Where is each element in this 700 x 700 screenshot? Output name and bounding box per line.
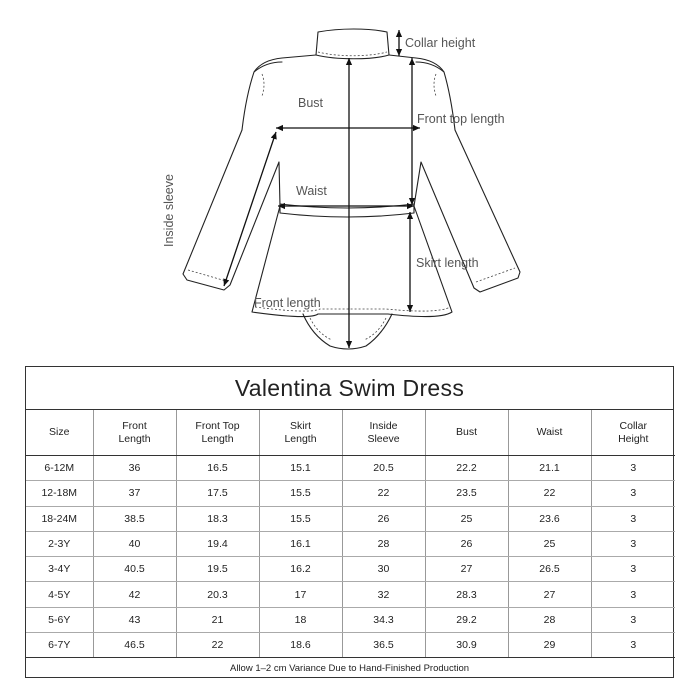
table-row	[26, 481, 675, 506]
column-header	[259, 410, 342, 456]
table-row	[26, 557, 675, 582]
label-bust: Bust	[298, 96, 324, 110]
measurement-cell: 37	[93, 481, 176, 506]
table-row	[26, 506, 675, 531]
measurement-cell: 17.5	[176, 481, 259, 506]
column-header-line: Bust	[455, 426, 477, 438]
measurement-cell: 15.5	[259, 506, 342, 531]
size-chart	[25, 366, 674, 678]
measurement-cell: 46.5	[93, 633, 176, 658]
label-skirt-length: Skirt length	[416, 256, 479, 270]
column-header	[342, 410, 425, 456]
column-header-line: Size	[49, 426, 70, 438]
table-row	[26, 456, 675, 481]
measurement-cell: 22	[342, 481, 425, 506]
measurement-cell: 3	[591, 633, 675, 658]
size-chart-title: Valentina Swim Dress	[26, 367, 673, 410]
measurement-cell: 29	[508, 633, 591, 658]
measurement-cell: 36.5	[342, 633, 425, 658]
measurement-cell: 36	[93, 456, 176, 481]
measurement-cell: 28	[342, 531, 425, 556]
column-header	[93, 410, 176, 456]
measurement-cell: 38.5	[93, 506, 176, 531]
measurement-cell: 15.5	[259, 481, 342, 506]
measurement-cell: 18	[259, 607, 342, 632]
variance-footnote: Allow 1–2 cm Variance Due to Hand-Finished Production	[229, 663, 470, 675]
column-header-line: Length	[118, 432, 151, 445]
measurement-cell: 26	[342, 506, 425, 531]
measurement-cell: 29.2	[425, 607, 508, 632]
size-cell: 18-24M	[26, 506, 93, 531]
measurement-cell: 22	[508, 481, 591, 506]
label-front-length: Front length	[254, 296, 321, 310]
size-cell: 6-7Y	[26, 633, 93, 658]
column-header-line: Sleeve	[367, 432, 400, 445]
column-header-line: Waist	[536, 426, 563, 438]
label-collar-height: Collar height	[405, 36, 476, 50]
measurement-cell: 15.1	[259, 456, 342, 481]
table-header-row	[26, 410, 675, 456]
measurement-cell: 40.5	[93, 557, 176, 582]
measurement-cell: 22.2	[425, 456, 508, 481]
measurement-cell: 3	[591, 481, 675, 506]
table-body	[26, 456, 675, 658]
measurement-cell: 28	[508, 607, 591, 632]
size-cell: 6-12M	[26, 456, 93, 481]
measurement-cell: 3	[591, 456, 675, 481]
label-waist: Waist	[296, 184, 327, 198]
column-header-line: Front	[122, 419, 147, 432]
measurement-cell: 27	[425, 557, 508, 582]
measurement-cell: 18.6	[259, 633, 342, 658]
measurement-cell: 19.5	[176, 557, 259, 582]
garment-outline	[183, 29, 520, 349]
size-table	[26, 410, 675, 658]
table-row	[26, 582, 675, 607]
measurement-cell: 28.3	[425, 582, 508, 607]
measurement-cell: 23.5	[425, 481, 508, 506]
column-header	[425, 410, 508, 456]
measurement-cell: 27	[508, 582, 591, 607]
label-inside-sleeve: Inside sleeve	[162, 174, 176, 247]
measurement-cell: 21.1	[508, 456, 591, 481]
measurement-cell: 40	[93, 531, 176, 556]
size-cell: 5-6Y	[26, 607, 93, 632]
column-header-line: Length	[201, 432, 234, 445]
column-header-line: Front Top	[195, 419, 240, 432]
label-front-top-length: Front top length	[417, 112, 505, 126]
measurement-cell: 17	[259, 582, 342, 607]
size-cell: 2-3Y	[26, 531, 93, 556]
measurement-cell: 3	[591, 557, 675, 582]
measurement-cell: 26	[425, 531, 508, 556]
measurement-cell: 3	[591, 531, 675, 556]
measurement-cell: 21	[176, 607, 259, 632]
measurement-cell: 32	[342, 582, 425, 607]
column-header-line: Skirt	[290, 419, 311, 432]
measurement-cell: 30	[342, 557, 425, 582]
measurement-cell: 19.4	[176, 531, 259, 556]
column-header-line: Length	[284, 432, 317, 445]
measurement-cell: 16.5	[176, 456, 259, 481]
size-cell: 4-5Y	[26, 582, 93, 607]
measurement-cell: 3	[591, 607, 675, 632]
measurement-cell: 16.1	[259, 531, 342, 556]
measurement-cell: 18.3	[176, 506, 259, 531]
measurement-cell: 22	[176, 633, 259, 658]
table-row	[26, 607, 675, 632]
measurement-cell: 26.5	[508, 557, 591, 582]
measurement-cell: 3	[591, 582, 675, 607]
size-cell: 12-18M	[26, 481, 93, 506]
measurement-cell: 43	[93, 607, 176, 632]
table-row	[26, 531, 675, 556]
measurement-cell: 20.5	[342, 456, 425, 481]
column-header-line: Collar	[619, 419, 647, 432]
measurement-cell: 3	[591, 506, 675, 531]
column-header	[26, 410, 93, 456]
measurement-cell: 42	[93, 582, 176, 607]
measurement-cell: 16.2	[259, 557, 342, 582]
size-cell: 3-4Y	[26, 557, 93, 582]
column-header-line: Height	[618, 432, 649, 445]
table-row	[26, 633, 675, 658]
measurement-labels	[162, 36, 505, 310]
measurement-cell: 30.9	[425, 633, 508, 658]
column-header	[591, 410, 675, 456]
measurement-cell: 23.6	[508, 506, 591, 531]
measurement-cell: 34.3	[342, 607, 425, 632]
column-header-line: Inside	[369, 419, 398, 432]
measurement-cell: 25	[508, 531, 591, 556]
column-header	[176, 410, 259, 456]
measurement-cell: 20.3	[176, 582, 259, 607]
measurement-cell: 25	[425, 506, 508, 531]
column-header	[508, 410, 591, 456]
